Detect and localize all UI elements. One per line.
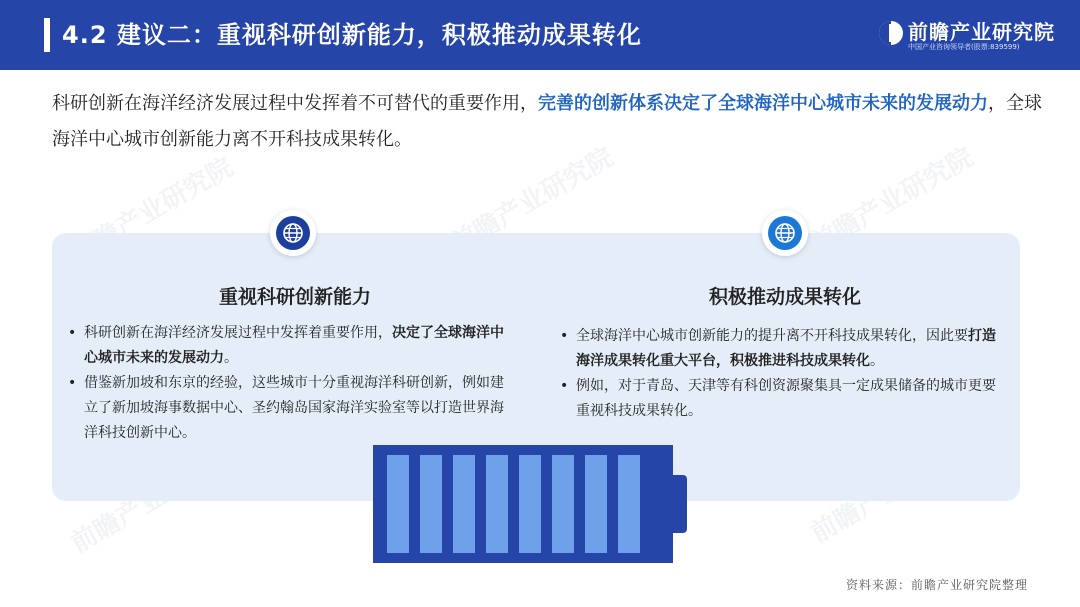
watermark: 前瞻产业研究院 (805, 142, 979, 260)
logo-mark-icon (878, 18, 904, 48)
intro-text: 科研创新在海洋经济发展过程中发挥着不可替代的重要作用， (52, 93, 538, 114)
intro-highlight: 完善的创新体系决定了全球海洋中心城市未来的发展动力 (538, 93, 988, 114)
logo-subtitle: 中国产业咨询领导者(股票:839599) (908, 43, 1020, 51)
left-column-title: 重视科研创新能力 (218, 286, 371, 308)
watermark: 前瞻产业研究院 (445, 142, 619, 260)
right-bullet-list (558, 324, 1004, 424)
globe-icon (277, 217, 309, 249)
title-accent-bar (44, 18, 50, 52)
globe-icon (769, 217, 801, 249)
list-item: • 例如，对于青岛、天津等有科创资源聚集具一定成果储备的城市更要重视科技成果转化。 (558, 374, 1004, 424)
right-column-title: 积极推动成果转化 (708, 286, 861, 308)
watermark: 前瞻产业研究院 (65, 152, 239, 270)
battery-illustration (373, 445, 683, 563)
list-item: • 全球海洋中心城市创新能力的提升离不开科技成果转化，因此要打造海洋成果转化重大平台，积极推进科技成果转化。 (558, 324, 1004, 374)
company-logo (878, 14, 1055, 58)
left-icon-badge (270, 210, 316, 256)
list-item: • 借鉴新加坡和东京的经验，这些城市十分重视海洋科研创新，例如建立了新加坡海事数据中心、圣约翰岛国家海洋实验室等以打造世界海洋科技创新中心。 (66, 371, 514, 446)
logo-name: 前瞻产业研究院 (908, 20, 1055, 44)
list-item: • 科研创新在海洋经济发展过程中发挥着重要作用，决定了全球海洋中心城市未来的发展动力。 (66, 321, 514, 371)
header-bar (0, 0, 1080, 70)
source-note: 资料来源：前瞻产业研究院整理 (845, 578, 1028, 592)
left-bullet-list (66, 321, 514, 446)
right-icon-badge (762, 210, 808, 256)
intro-text-end: ，全球海洋中心城市创新能力离不开科技成果转化。 (52, 93, 1042, 150)
page-title: 4.2 建议二：重视科研创新能力，积极推动成果转化 (62, 21, 642, 49)
intro-paragraph (52, 86, 1042, 158)
